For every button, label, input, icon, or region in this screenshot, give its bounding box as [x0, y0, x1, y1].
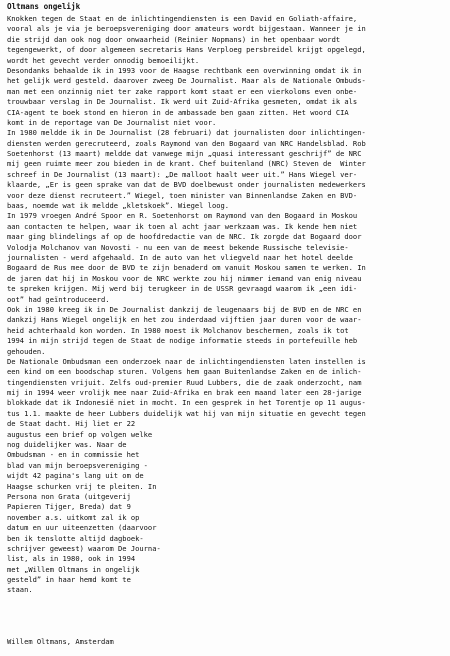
- text-line: Persona non Grata (uitgeverij: [7, 491, 131, 501]
- text-line: wijdt 42 pagina's lang uit om de: [7, 471, 144, 481]
- text-line: De Nationale Ombudsman een onderzoek naar de inlichtingendiensten laten instellen is: [7, 356, 366, 366]
- text-line: klaarde, „Er is geen sprake van dat de BVD doelbewust onder journalisten medewerkers: [7, 180, 366, 190]
- text-line: gesteld” in haar hemd komt te: [7, 575, 131, 585]
- text-line: tus 1.1. maakte de heer Lubbers duidelijk wat hij van mijn situatie en gevecht tegen: [7, 408, 366, 418]
- text-line: mij geen ruimte meer zou bieden in de krant. Chef buitenland (NRC) Steven de Winter: [7, 159, 366, 169]
- text-line: heid achterhaald kon worden. In 1980 moest ik Molchanov beschermen, zoals ik tot: [7, 325, 349, 335]
- text-line: Desondanks behaalde ik in 1993 voor de Haagse rechtbank een overwinning omdat ik in: [7, 65, 362, 75]
- text-line: augustus een brief op volgen welke: [7, 429, 153, 439]
- text-line: Ook in 1980 kreeg ik in De Journalist dankzij de leugenaars bij de BVD en de NRC en: [7, 304, 362, 314]
- text-line: een kind om een boodschap sturen. Volgens hem gaan Buitenlandse Zaken en de inlich-: [7, 367, 362, 377]
- article-title: Oltmans ongelijk: [7, 2, 81, 11]
- text-line: schreef in De Journalist (13 maart): „De malloot haalt weer uit.” Hans Wiegel ver-: [7, 169, 358, 179]
- text-line: In 1979 vroegen André Spoor en R. Soetenhorst om Raymond van den Bogaard in Moskou: [7, 211, 358, 221]
- text-line: voor deze dienst recruteert.” Wiegel, toen minister van Binnenlandse Zaken en BVD-: [7, 190, 358, 200]
- text-line: blokkade dat ik Indonesië niet in mocht. In een gesprek in het Torentje op 11 augus-: [7, 398, 366, 408]
- text-line: Soetenhorst (13 maart) meldde dat vanwege mijn „quasi interessant geschrijf” de NRC: [7, 149, 362, 159]
- text-line: november a.s. uitkomt zal ik op: [7, 512, 140, 522]
- text-line: journalisten - werd afgehaald. In de auto van het vliegveld naar het hotel deelde: [7, 252, 353, 262]
- text-line: tingendiensten vrijuit. Zelfs oud-premier Ruud Lubbers, die de zaak onderzocht, nam: [7, 377, 362, 387]
- text-line: aan contacten te helpen, waar ik toen al acht jaar werkzaam was. Ik kende hem niet: [7, 221, 358, 231]
- text-line: gehouden.: [7, 346, 46, 356]
- text-line: Knokken tegen de Staat en de inlichtingendiensten is een David en Goliath-affaire,: [7, 14, 358, 23]
- text-line: Haagse schurken vrij te pleiten. In: [7, 481, 157, 491]
- text-line: wordt het gevecht verder onnodig bemoeilijkt.: [7, 55, 200, 65]
- text-line: oot” had geïntroduceerd.: [7, 294, 110, 304]
- text-line: datum en uur uiteenzetten (daarvoor: [7, 523, 157, 533]
- text-line: schrijver geweest) waarom De Journa-: [7, 543, 161, 553]
- text-line: met „Willem Oltmans in ongelijk: [7, 564, 140, 574]
- text-line: Bogaard de Rus mee door de BVD te zijn benaderd om vanuit Moskou samen te werken. In: [7, 263, 366, 273]
- text-line: staan.: [7, 585, 33, 595]
- text-line: CIA-agent te boek stond en hieron in de ambassade ben gaan zitten. Het woord CIA: [7, 107, 349, 117]
- text-line: die strijd dan ook nog door onwaarheid (Reinier Nopmans) in het openbaar wordt: [7, 34, 341, 44]
- text-line: diensten werden gerecruteerd, zoals Raymond van den Bogaard van NRC Handelsblad. Rob: [7, 138, 366, 148]
- text-line: de jaren dat hij in Moskou voor de NRC werkte zou hij nimmer iemand van enig niveau: [7, 273, 362, 283]
- text-line: Volodja Molchanov van Novosti - nu een van de meest bekende Russische televisie-: [7, 242, 349, 252]
- article-body: [7, 14, 443, 596]
- text-line: te spreken krijgen. Mij werd bij terugkeer in de USSR gevraagd waarom ik „een idi-: [7, 284, 358, 294]
- text-line: Ombudsman - en in commissie het: [7, 450, 140, 460]
- text-line: baas, noemde wat ik meldde „kletskoek”. Wiegel loog.: [7, 201, 230, 211]
- text-line: maar ging blindelings af op de hoofdredactie van de NRC. Ik zorgde dat Bogaard door: [7, 232, 362, 242]
- signature: Willem Oltmans, Amsterdam: [7, 637, 114, 646]
- text-line: de Staat dacht. Hij liet er 22: [7, 419, 136, 429]
- text-line: man met een onzinnig niet ter zake rapport komt staat er een vierkoloms even onbe-: [7, 86, 358, 96]
- text-line: ben ik tenslotte altijd dagboek-: [7, 533, 144, 543]
- text-line: trouwbaar verslag in De Journalist. Ik werd uit Zuid-Afrika gesmeten, omdat ik als: [7, 97, 358, 107]
- text-line: list, als in 1980, ook in 1994: [7, 554, 136, 564]
- text-line: nog duidelijker was. Naar de: [7, 440, 127, 450]
- text-line: In 1980 meldde ik in De Journalist (28 februari) dat journalisten door inlichtingen-: [7, 128, 366, 138]
- text-line: tegengewerkt, of door algemeen secretaris Hans Verploeg persbreidel krijgt opgelegd,: [7, 45, 366, 55]
- text-line: 1994 in mijn strijd tegen de Staat de nodige informatie steeds in portefeuille heb: [7, 336, 358, 346]
- text-line: komt in de reportage van De Journalist niet voor.: [7, 117, 217, 127]
- text-line: vooral als je via je beroepsvereniging door amateurs wordt bijgestaan. Wanneer je in: [7, 24, 366, 34]
- text-line: Papieren Tijger, Breda) dat 9: [7, 502, 131, 512]
- text-line: blad van mijn beroepsvereniging -: [7, 460, 148, 470]
- text-line: dankzij Hans Wiegel ongelijk en het zou inderdaad vijftien jaar duren voor de waar-: [7, 315, 362, 325]
- text-line: mij in 1994 weer vrolijk mee naar Zuid-Afrika en brak een maand later een 28-jarige: [7, 388, 362, 398]
- text-line: het gelijk werd gesteld. daarover zweeg De Journalist. Maar als de Nationale Ombuds-: [7, 76, 366, 86]
